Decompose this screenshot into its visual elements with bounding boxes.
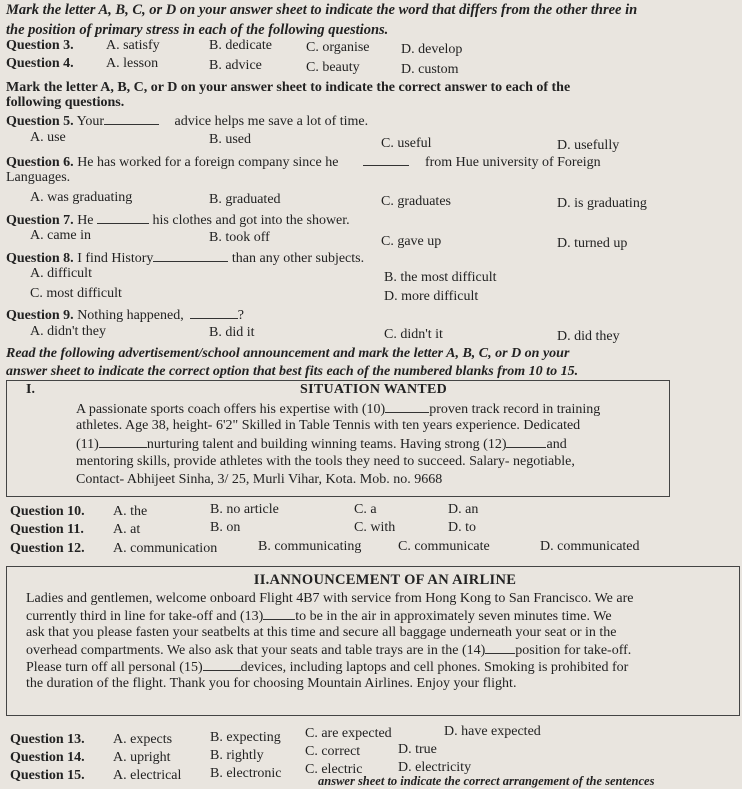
q12-option-b[interactable]: B. communicating — [258, 539, 362, 554]
q7-option-c[interactable]: C. gave up — [381, 234, 442, 249]
q9-stem-a: Nothing happened, — [77, 308, 184, 323]
q6-option-c[interactable]: C. graduates — [381, 194, 451, 209]
ad-line3 — [76, 435, 567, 453]
q5-label: Question 5. — [6, 114, 74, 129]
ad-title: SITUATION WANTED — [300, 382, 448, 397]
q12-label: Question 12. — [10, 541, 85, 556]
q12-option-a[interactable]: A. communication — [113, 541, 218, 556]
ann-line2 — [26, 607, 612, 625]
q8-option-a[interactable]: A. difficult — [30, 266, 92, 281]
q5-option-d[interactable]: D. usefully — [557, 138, 620, 153]
q5-option-b[interactable]: B. used — [209, 132, 251, 147]
q15-option-b[interactable]: B. electronic — [210, 766, 282, 781]
q9-option-b[interactable]: B. did it — [209, 325, 255, 340]
q8-stem-b: than any other subjects. — [231, 251, 365, 266]
ann-line1: Ladies and gentlemen, welcome onboard Flight 4B7 with service from Hong Kong to San Francisco. We are — [26, 591, 634, 606]
instruction-correct-line2: following questions. — [6, 95, 125, 110]
q3-option-b[interactable]: B. dedicate — [209, 38, 272, 53]
instruction-read-line2: answer sheet to indicate the correct option that best fits each of the numbered blanks from 10 to 15. — [6, 364, 579, 379]
q7-stem-b: his clothes and got into the shower. — [152, 213, 350, 228]
q7-stem-a: He — [77, 213, 94, 228]
q13-option-d[interactable]: D. have expected — [444, 724, 541, 739]
q7-option-b[interactable]: B. took off — [209, 230, 270, 245]
q6-blank[interactable] — [363, 153, 409, 166]
q6-stem-a: He has worked for a foreign company since he — [77, 155, 339, 170]
blank-13[interactable] — [263, 607, 295, 620]
q3-option-c[interactable]: C. organise — [306, 40, 370, 55]
q4-label: Question 4. — [6, 56, 74, 71]
ann-line4 — [26, 641, 631, 659]
q6-stem — [6, 153, 601, 171]
q9-option-d[interactable]: D. did they — [557, 329, 620, 344]
q7-blank[interactable] — [97, 211, 149, 224]
q13-option-b[interactable]: B. expecting — [210, 730, 281, 745]
ad-line1 — [76, 400, 600, 418]
q9-label: Question 9. — [6, 308, 74, 323]
q5-option-c[interactable]: C. useful — [381, 136, 432, 151]
q7-label: Question 7. — [6, 213, 74, 228]
ad-line3-c: and — [546, 437, 567, 452]
ad-line3-a: (11) — [76, 437, 99, 452]
blank-10[interactable] — [385, 400, 429, 413]
q4-option-c[interactable]: C. beauty — [306, 60, 360, 75]
q3-label: Question 3. — [6, 38, 74, 53]
q9-option-a[interactable]: A. didn't they — [30, 324, 107, 339]
ann-line3: ask that you please fasten your seatbelts at this time and secure all baggage underneath your seat or in the — [26, 625, 617, 640]
q14-option-a[interactable]: A. upright — [113, 750, 171, 765]
q11-label: Question 11. — [10, 522, 84, 537]
q6-option-b[interactable]: B. graduated — [209, 192, 281, 207]
ann-line4-a: overhead compartments. We also ask that your seats and table trays are in the (14) — [26, 643, 486, 658]
q10-label: Question 10. — [10, 504, 85, 519]
q7-stem — [6, 211, 350, 229]
q9-stem — [6, 306, 244, 324]
q14-label: Question 14. — [10, 750, 85, 765]
q5-stem — [6, 112, 368, 130]
q6-stem-c: Languages. — [6, 170, 71, 185]
q9-blank[interactable] — [190, 306, 238, 319]
instruction-stress-line1: Mark the letter A, B, C, or D on your answer sheet to indicate the word that differs from the other three in — [6, 2, 638, 18]
q15-label: Question 15. — [10, 768, 85, 783]
blank-14[interactable] — [485, 641, 515, 654]
q5-blank[interactable] — [104, 112, 159, 125]
q13-option-a[interactable]: A. expects — [113, 732, 173, 747]
ann-line5-a: Please turn off all personal (15) — [26, 660, 203, 675]
q13-option-c[interactable]: C. are expected — [305, 726, 392, 741]
q4-option-b[interactable]: B. advice — [209, 58, 262, 73]
q8-stem-a: I find History — [77, 251, 154, 266]
q4-option-a[interactable]: A. lesson — [106, 56, 159, 71]
q9-stem-b: ? — [237, 308, 244, 323]
q8-blank[interactable] — [153, 249, 228, 262]
q12-option-c[interactable]: C. communicate — [398, 539, 490, 554]
ann-line2-b: to be in the air in approximately seven minutes time. We — [295, 609, 612, 624]
q8-label: Question 8. — [6, 251, 74, 266]
q10-option-c[interactable]: C. a — [354, 502, 377, 517]
q8-option-d[interactable]: D. more difficult — [384, 289, 479, 304]
q5-option-a[interactable]: A. use — [30, 130, 66, 145]
ann-line6: the duration of the flight. Thank you for choosing Mountain Airlines. Enjoy your flight. — [26, 676, 517, 691]
q11-option-d[interactable]: D. to — [448, 520, 476, 535]
blank-11[interactable] — [99, 435, 147, 448]
ad-number: I. — [26, 382, 35, 397]
q10-option-b[interactable]: B. no article — [210, 502, 279, 517]
blank-12[interactable] — [506, 435, 546, 448]
q6-label: Question 6. — [6, 155, 74, 170]
q14-option-d[interactable]: D. true — [398, 742, 437, 757]
ann-line2-a: currently third in line for take-off and (13) — [26, 609, 264, 624]
q14-option-c[interactable]: C. correct — [305, 744, 361, 759]
instruction-read-line1: Read the following advertisement/school announcement and mark the letter A, B, C, or D on your — [6, 346, 570, 361]
q3-option-d[interactable]: D. develop — [401, 42, 463, 57]
blank-15[interactable] — [203, 658, 241, 671]
q15-option-d[interactable]: D. electricity — [398, 760, 472, 775]
q6-option-a[interactable]: A. was graduating — [30, 190, 133, 205]
q11-option-a[interactable]: A. at — [113, 522, 141, 537]
q3-option-a[interactable]: A. satisfy — [106, 38, 160, 53]
q5-stem-a: Your — [76, 114, 105, 129]
q6-stem-b: from Hue university of Foreign — [424, 155, 601, 170]
q10-option-d[interactable]: D. an — [448, 502, 479, 517]
q7-option-a[interactable]: A. came in — [30, 228, 92, 243]
ad-line4: mentoring skills, provide athletes with the tools they need to succeed. Salary- negotiable, — [76, 454, 575, 469]
instruction-bottom-line: answer sheet to indicate the correct arrangement of the sentences — [318, 774, 655, 788]
q13-label: Question 13. — [10, 732, 85, 747]
ad-line3-b: nurturing talent and building winning teams. Having strong (12) — [146, 437, 507, 452]
q14-option-b[interactable]: B. rightly — [210, 748, 264, 763]
q8-stem — [6, 249, 364, 267]
ad-line5: Contact- Abhijeet Sinha, 3/ 25, Murli Vihar, Kota. Mob. no. 9668 — [76, 472, 443, 487]
ann-line5-b: devices, including laptops and cell phones. Smoking is prohibited for — [240, 660, 629, 675]
q10-option-a[interactable]: A. the — [113, 504, 148, 519]
ann-line4-b: position for take-off. — [515, 643, 632, 658]
q6-option-d[interactable]: D. is graduating — [557, 196, 647, 211]
q5-stem-b: advice helps me save a lot of time. — [174, 114, 369, 129]
q8-option-c[interactable]: C. most difficult — [30, 286, 122, 301]
announcement-title: II.ANNOUNCEMENT OF AN AIRLINE — [253, 572, 517, 588]
q15-option-c[interactable]: C. electric — [305, 762, 363, 777]
ad-line1-a: A passionate sports coach offers his expertise with (10) — [76, 402, 386, 417]
instruction-stress-line2: the position of primary stress in each of the following questions. — [6, 22, 389, 38]
q9-option-c[interactable]: C. didn't it — [384, 327, 443, 342]
q12-option-d[interactable]: D. communicated — [540, 539, 640, 554]
q4-option-d[interactable]: D. custom — [401, 62, 459, 77]
ad-line1-b: proven track record in training — [429, 402, 601, 417]
ann-line5 — [26, 658, 628, 676]
instruction-correct-line1: Mark the letter A, B, C, or D on your answer sheet to indicate the correct answer to each of the — [6, 80, 571, 95]
ad-line2: athletes. Age 38, height- 6'2" Skilled in Table Tennis with ten years experience. Dedicated — [76, 418, 581, 433]
q7-option-d[interactable]: D. turned up — [557, 236, 628, 251]
q11-option-c[interactable]: C. with — [354, 520, 396, 535]
q11-option-b[interactable]: B. on — [210, 520, 241, 535]
q8-option-b[interactable]: B. the most difficult — [384, 270, 497, 285]
q15-option-a[interactable]: A. electrical — [113, 768, 182, 783]
